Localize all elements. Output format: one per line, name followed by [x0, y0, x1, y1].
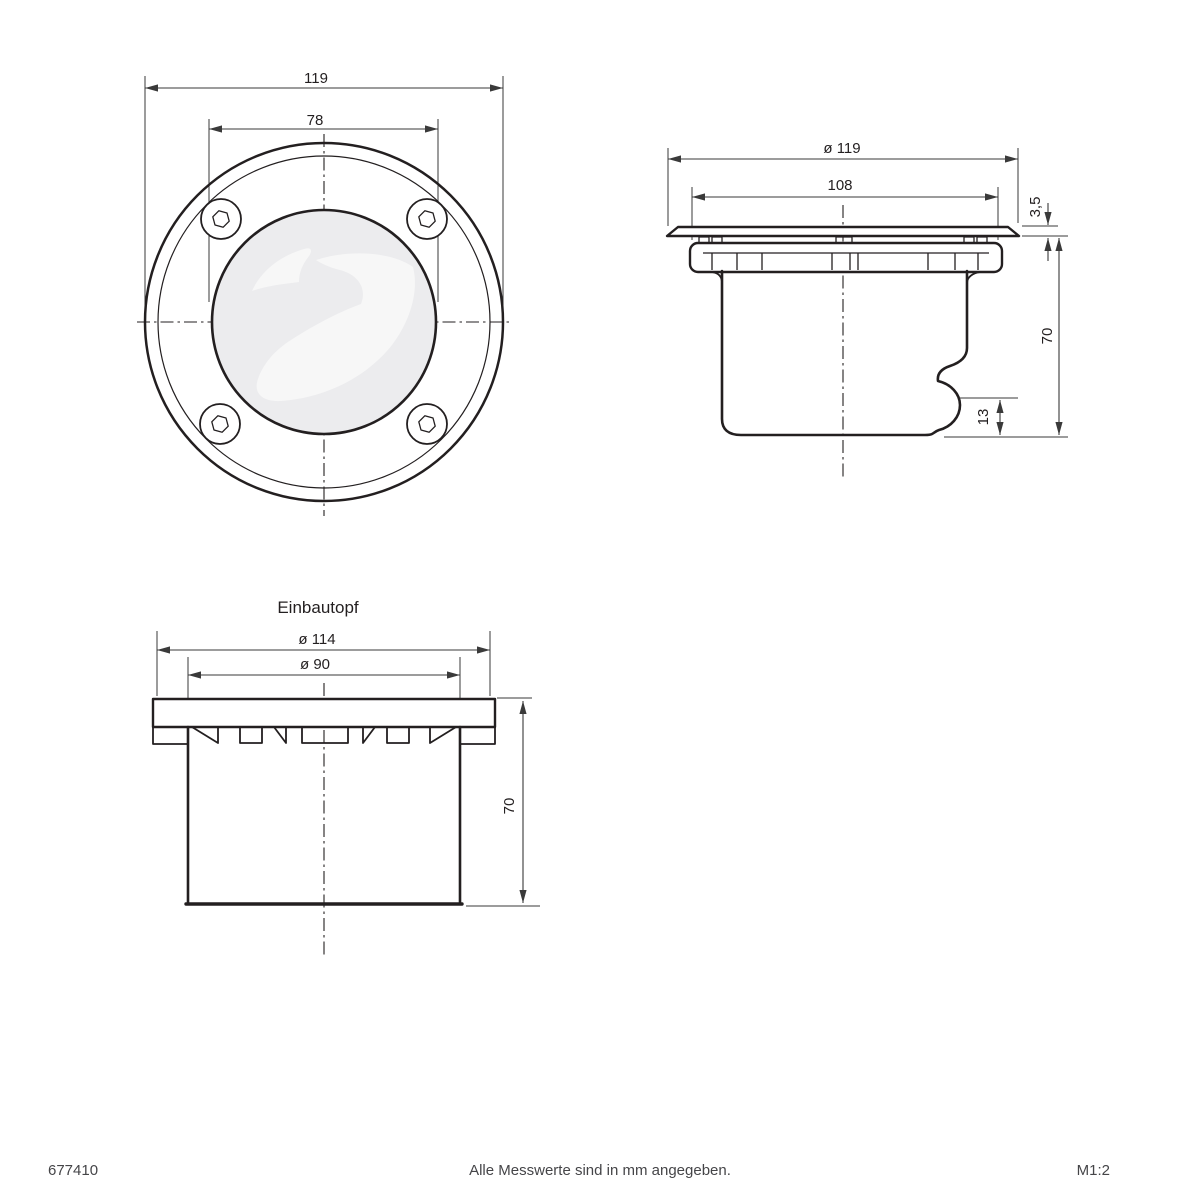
dim-label-pot-flange: ø 114	[298, 631, 336, 648]
cover-flange	[667, 227, 1019, 236]
dim-label-flange-diameter: ø 119	[823, 140, 861, 157]
screw-bottom-left	[200, 404, 240, 444]
side-view	[667, 140, 1068, 477]
dim-label-body-diameter: 108	[827, 177, 853, 194]
dim-label-pot-height: 70	[501, 797, 518, 815]
footer-article-number: 677410	[48, 1162, 99, 1179]
front-view	[137, 70, 512, 516]
extension-lines-side	[668, 148, 1068, 437]
dim-label-lens-diameter: 78	[306, 112, 324, 129]
footer	[48, 1162, 1110, 1179]
dim-label-cable-entry: 13	[975, 408, 992, 426]
dim-label-flange-thickness: 3,5	[1027, 196, 1044, 218]
pot-view-title: Einbautopf	[277, 598, 359, 617]
housing-body	[722, 271, 967, 435]
screw-top-right	[407, 199, 447, 239]
footer-scale: M1:2	[1076, 1162, 1110, 1179]
housing-neck-curves	[712, 272, 980, 283]
screw-top-left	[201, 199, 241, 239]
dim-label-pot-body: ø 90	[299, 656, 331, 673]
pot-view	[153, 598, 540, 956]
pot-flange	[153, 699, 495, 727]
footer-note: Alle Messwerte sind in mm angegeben.	[469, 1162, 731, 1179]
dim-label-outer-diameter: 119	[304, 70, 328, 87]
dim-label-total-height: 70	[1039, 327, 1056, 345]
extension-lines-pot	[157, 631, 540, 906]
screw-bottom-right	[407, 404, 447, 444]
